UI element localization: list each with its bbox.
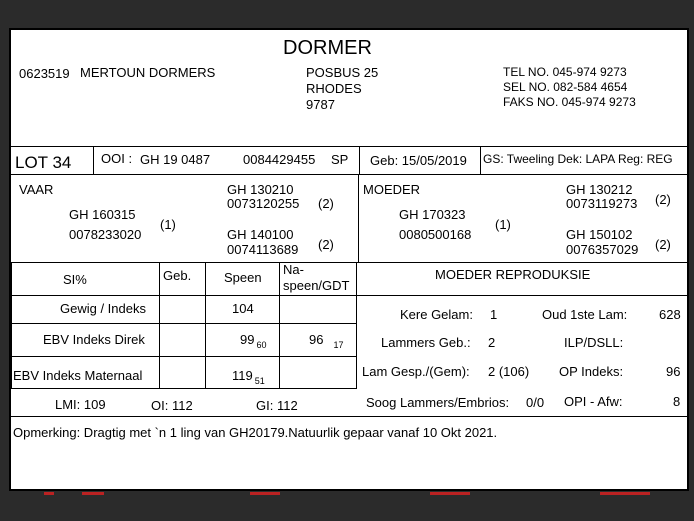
divider — [11, 174, 687, 175]
divider — [11, 146, 687, 147]
speen-header: Speen — [224, 270, 262, 285]
lammers-geb-label: Lammers Geb.: — [381, 335, 471, 350]
sel-number: SEL NO. 082-584 4654 — [503, 80, 628, 94]
birth-date: Geb: 15/05/2019 — [370, 153, 467, 168]
owner-name: MERTOUN DORMERS — [80, 65, 216, 80]
si-header: SI% — [63, 272, 87, 287]
op-indeks-value: 96 — [666, 364, 681, 379]
naspeen-value: 96 $_{17}$ — [309, 332, 344, 350]
vaar-id: GH 160315 — [69, 207, 136, 222]
divider — [356, 262, 357, 388]
address-line-3: 9787 — [306, 97, 335, 112]
opi-afw-label: OPI - Afw: — [564, 394, 623, 409]
naspeen-header-2: speen/GDT — [283, 278, 350, 293]
moeder-dam-number: 0076357029 — [566, 242, 639, 257]
speen-value: 119 $_{51}$ — [232, 368, 265, 386]
vaar-count: (1) — [160, 217, 176, 232]
divider — [11, 262, 687, 263]
owner-code: 0623519 — [19, 66, 70, 81]
divider — [11, 388, 357, 389]
kere-gelam-label: Kere Gelam: — [400, 307, 473, 322]
divider — [358, 174, 359, 263]
divider — [357, 295, 687, 296]
gs-info: GS: Tweeling Dek: LAPA Reg: REG — [483, 152, 673, 166]
moeder-count: (1) — [495, 217, 511, 232]
row-label: EBV Indeks Maternaal — [13, 368, 143, 383]
divider — [205, 262, 206, 388]
oud-1ste-lam-label: Oud 1ste Lam: — [542, 307, 628, 322]
vaar-dam-count: (2) — [318, 237, 334, 252]
soog-lammers-label: Soog Lammers/Embrios: — [366, 395, 510, 410]
vaar-dam-id: GH 140100 — [227, 227, 294, 242]
divider — [279, 262, 280, 388]
gi-value: GI: 112 — [256, 398, 298, 413]
divider — [11, 262, 12, 388]
oi-value: OI: 112 — [151, 398, 193, 413]
moeder-dam-id: GH 150102 — [566, 227, 633, 242]
tel-number: TEL NO. 045-974 9273 — [503, 65, 627, 79]
bottom-background — [0, 491, 694, 521]
ooi-number: 0084429455 — [243, 152, 316, 167]
divider — [359, 146, 360, 174]
ooi-label: OOI : — [101, 151, 133, 166]
lot-number: LOT 34 — [15, 153, 72, 172]
divider — [11, 323, 357, 324]
divider — [93, 146, 94, 174]
op-indeks-label: OP Indeks: — [559, 364, 624, 379]
divider — [11, 416, 687, 417]
oud-1ste-lam-value: 628 — [659, 307, 681, 322]
lam-gesp-value: 2 (106) — [488, 364, 530, 379]
row-label: EBV Indeks Direk — [43, 332, 145, 347]
moeder-sire-count: (2) — [655, 192, 671, 207]
divider — [11, 295, 357, 296]
moeder-dam-count: (2) — [655, 237, 671, 252]
ooi-suffix: SP — [331, 152, 349, 167]
remark-text: Opmerking: Dragtig met `n 1 ling van GH20179.Natuurlik gepaar vanaf 10 Okt 2021. — [13, 425, 498, 440]
opi-afw-value: 8 — [673, 394, 681, 409]
soog-lammers-value: 0/0 — [526, 395, 545, 410]
ilp-dsll-label: ILP/DSLL: — [564, 335, 624, 350]
address-line-2: RHODES — [306, 81, 362, 96]
speen-value: 104 — [232, 301, 254, 316]
moeder-number: 0080500168 — [399, 227, 472, 242]
vaar-number: 0078233020 — [69, 227, 142, 242]
lammers-geb-value: 2 — [488, 335, 496, 350]
lam-gesp-label: Lam Gesp./(Gem): — [362, 364, 470, 379]
speen-value: 99 $_{60}$ — [240, 332, 267, 350]
vaar-sire-count: (2) — [318, 196, 334, 211]
lmi-value: LMI: 109 — [55, 397, 106, 412]
moeder-sire-number: 0073119273 — [566, 196, 638, 211]
divider — [159, 262, 160, 388]
divider — [480, 146, 481, 174]
vaar-dam-number: 0074113689 — [227, 242, 299, 257]
moeder-id: GH 170323 — [399, 207, 466, 222]
naspeen-header-1: Na- — [283, 262, 304, 277]
vaar-sire-number: 0073120255 — [227, 196, 300, 211]
cropped-text-mark — [430, 492, 470, 495]
cropped-text-mark — [82, 492, 104, 495]
ooi-id: GH 19 0487 — [140, 152, 211, 167]
breeder-title: DORMER — [283, 37, 372, 59]
address-line-1: POSBUS 25 — [306, 65, 379, 80]
cropped-text-mark — [250, 492, 280, 495]
moeder-label: MOEDER — [363, 182, 421, 197]
faks-number: FAKS NO. 045-974 9273 — [503, 95, 636, 109]
reproduction-title: MOEDER REPRODUKSIE — [435, 267, 591, 282]
vaar-sire-id: GH 130210 — [227, 182, 294, 197]
moeder-sire-id: GH 130212 — [566, 182, 633, 197]
geb-header: Geb. — [163, 268, 192, 283]
divider — [11, 356, 357, 357]
row-label: Gewig / Indeks — [60, 301, 146, 316]
cropped-text-mark — [600, 492, 650, 495]
vaar-label: VAAR — [19, 182, 54, 197]
kere-gelam-value: 1 — [490, 307, 498, 322]
cropped-text-mark — [44, 492, 54, 495]
lot-card — [9, 28, 689, 491]
